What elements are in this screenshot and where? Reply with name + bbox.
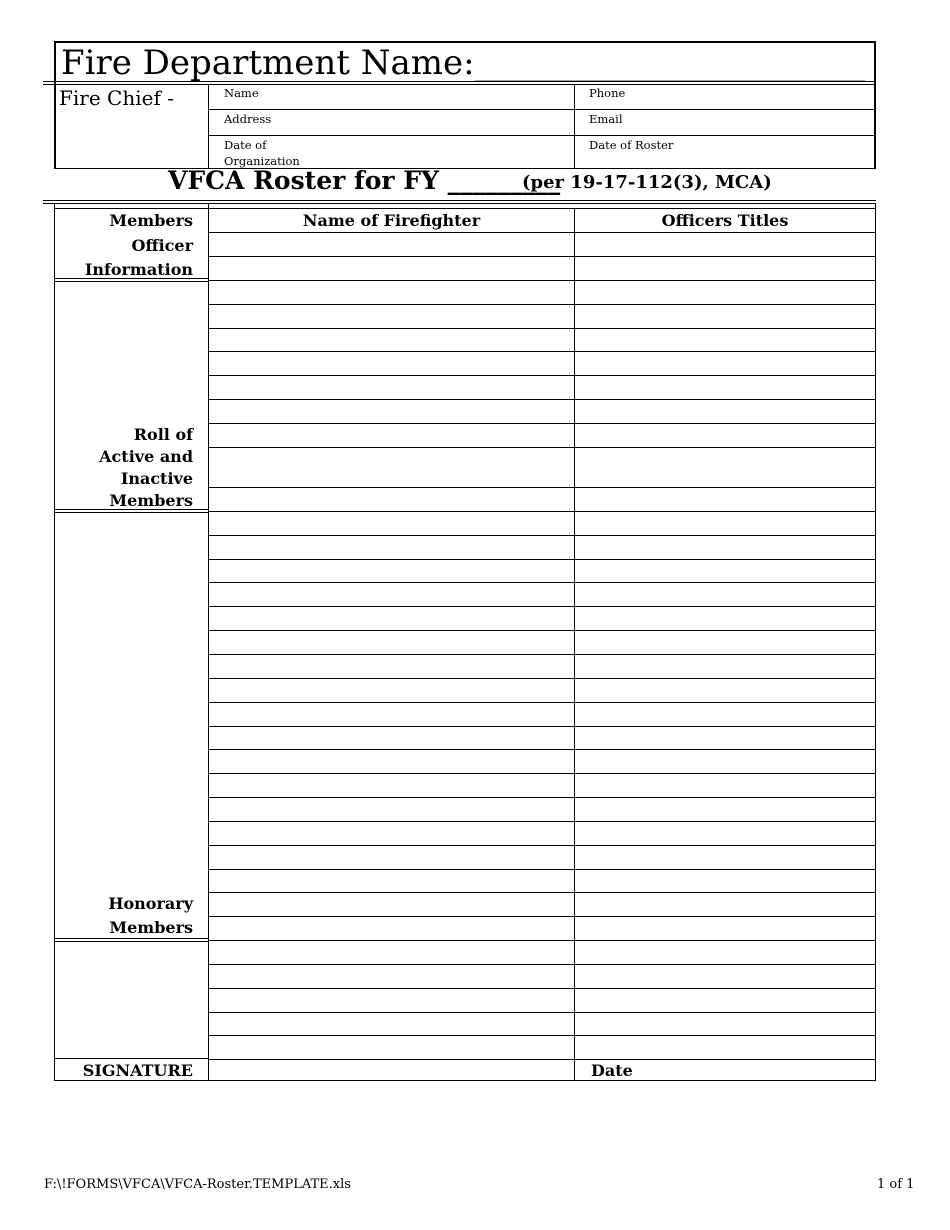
officer-title-cell[interactable] [575, 560, 875, 582]
officer-title-cell[interactable] [575, 679, 875, 702]
officer-title-cell[interactable] [575, 257, 875, 280]
firefighter-name-cell[interactable] [209, 631, 574, 654]
frame-right-line [874, 41, 876, 169]
table-double-top-b [43, 203, 876, 204]
officer-title-cell[interactable] [575, 424, 875, 447]
officer-title-cell[interactable] [575, 305, 875, 328]
firefighter-name-cell[interactable] [209, 798, 574, 821]
section-honorary-members [55, 892, 193, 940]
signature-label: SIGNATURE [82, 1061, 193, 1080]
chief-name-field[interactable]: Name [224, 86, 259, 100]
col-header-firefighter-name: Name of Firefighter [302, 211, 481, 230]
col-header-officer-titles: Officers Titles [661, 211, 789, 230]
firefighter-name-cell[interactable] [209, 583, 574, 606]
firefighter-name-cell[interactable] [209, 655, 574, 678]
section-honorary-line1: Honorary [108, 894, 193, 913]
officer-title-cell[interactable] [575, 822, 875, 845]
officer-title-cell[interactable] [575, 774, 875, 797]
field-row-line-2 [208, 135, 876, 136]
section-roll-of-members [55, 424, 193, 512]
officer-title-cell[interactable] [575, 750, 875, 773]
section-officer-information [55, 234, 193, 282]
officer-title-cell[interactable] [575, 281, 875, 304]
firefighter-name-cell[interactable] [209, 1013, 574, 1035]
firefighter-name-cell[interactable] [209, 1036, 574, 1059]
firefighter-name-cell[interactable] [209, 893, 574, 916]
section-roll-line3: Inactive [120, 469, 193, 488]
firefighter-name-cell[interactable] [209, 257, 574, 280]
officer-title-cell[interactable] [575, 941, 875, 964]
signature-date-label[interactable]: Date [591, 1061, 633, 1080]
firefighter-name-cell[interactable] [209, 703, 574, 726]
officer-title-cell[interactable] [575, 846, 875, 869]
table-left-line [54, 203, 55, 1081]
firefighter-name-cell[interactable] [209, 448, 574, 487]
officer-title-cell[interactable] [575, 329, 875, 351]
section-sep-roll-b [54, 512, 208, 513]
date-of-roster-field[interactable]: Date of Roster [589, 138, 674, 152]
section-roll-line1: Roll of [133, 425, 193, 444]
firefighter-name-cell[interactable] [209, 536, 574, 559]
officer-title-cell[interactable] [575, 893, 875, 916]
firefighter-name-cell[interactable] [209, 233, 574, 256]
officer-title-cell[interactable] [575, 536, 875, 559]
officer-title-cell[interactable] [575, 376, 875, 399]
table-right-line [875, 203, 876, 1081]
firefighter-name-cell[interactable] [209, 989, 574, 1012]
date-of-organization-field[interactable] [224, 137, 300, 169]
firefighter-name-cell[interactable] [209, 774, 574, 797]
section-officer-line2: Information [84, 260, 193, 279]
signature-field[interactable] [209, 1059, 574, 1080]
firefighter-name-cell[interactable] [209, 305, 574, 328]
firefighter-name-cell[interactable] [209, 352, 574, 375]
firefighter-name-cell[interactable] [209, 607, 574, 630]
section-sep-signature [54, 1058, 208, 1059]
firefighter-name-cell[interactable] [209, 488, 574, 511]
officer-title-cell[interactable] [575, 989, 875, 1012]
firefighter-name-cell[interactable] [209, 679, 574, 702]
officer-title-cell[interactable] [575, 727, 875, 749]
firefighter-name-cell[interactable] [209, 941, 574, 964]
firefighter-name-cell[interactable] [209, 560, 574, 582]
chief-phone-field[interactable]: Phone [589, 86, 626, 100]
firefighter-name-cell[interactable] [209, 512, 574, 535]
firefighter-name-cell[interactable] [209, 917, 574, 940]
officer-title-cell[interactable] [575, 352, 875, 375]
firefighter-name-cell[interactable] [209, 965, 574, 988]
firefighter-name-cell[interactable] [209, 424, 574, 447]
officer-title-cell[interactable] [575, 448, 875, 487]
fire-chief-label: Fire Chief - [59, 86, 174, 110]
footer-page-number: 1 of 1 [877, 1177, 915, 1192]
officer-title-cell[interactable] [575, 703, 875, 726]
firefighter-name-cell[interactable] [209, 400, 574, 423]
officer-title-cell[interactable] [575, 488, 875, 511]
frame-left-line [54, 41, 56, 169]
officer-title-cell[interactable] [575, 607, 875, 630]
section-roll-line4: Members [109, 491, 193, 510]
officer-title-cell[interactable] [575, 917, 875, 940]
officer-title-cell[interactable] [575, 512, 875, 535]
firefighter-name-cell[interactable] [209, 750, 574, 773]
officer-title-cell[interactable] [575, 870, 875, 892]
officer-title-cell[interactable] [575, 233, 875, 256]
firefighter-name-cell[interactable] [209, 329, 574, 351]
field-row-line-1 [208, 109, 876, 110]
officer-title-cell[interactable] [575, 1013, 875, 1035]
chief-email-field[interactable]: Email [589, 112, 623, 126]
department-name-title[interactable]: Fire Department Name:_______________________ [61, 43, 866, 83]
date-of-organization-line2: Organization [224, 154, 300, 168]
firefighter-name-cell[interactable] [209, 846, 574, 869]
firefighter-name-cell[interactable] [209, 822, 574, 845]
firefighter-name-cell[interactable] [209, 727, 574, 749]
firefighter-name-cell[interactable] [209, 281, 574, 304]
officer-title-cell[interactable] [575, 631, 875, 654]
officer-title-cell[interactable] [575, 400, 875, 423]
firefighter-name-cell[interactable] [209, 376, 574, 399]
officer-title-cell[interactable] [575, 1036, 875, 1059]
officer-title-cell[interactable] [575, 655, 875, 678]
firefighter-name-cell[interactable] [209, 870, 574, 892]
footer-file-path: F:\!FORMS\VFCA\VFCA-Roster.TEMPLATE.xls [44, 1177, 351, 1192]
section-sep-honorary-b [54, 941, 208, 942]
chief-address-field[interactable]: Address [224, 112, 272, 126]
roster-title: VFCA Roster for FY _________ [168, 166, 561, 195]
field-divider-line [574, 84, 575, 169]
officer-title-cell[interactable] [575, 798, 875, 821]
section-honorary-line2: Members [109, 918, 193, 937]
section-officer-line1: Officer [131, 236, 193, 255]
chief-divider-line [208, 84, 209, 169]
date-of-organization-line1: Date of [224, 138, 267, 152]
officer-title-cell[interactable] [575, 965, 875, 988]
section-roll-line2: Active and [99, 447, 193, 466]
table-double-top-a [43, 200, 876, 201]
col-header-members: Members [109, 211, 193, 230]
roster-statute: (per 19-17-112(3), MCA) [522, 172, 772, 193]
officer-title-cell[interactable] [575, 583, 875, 606]
